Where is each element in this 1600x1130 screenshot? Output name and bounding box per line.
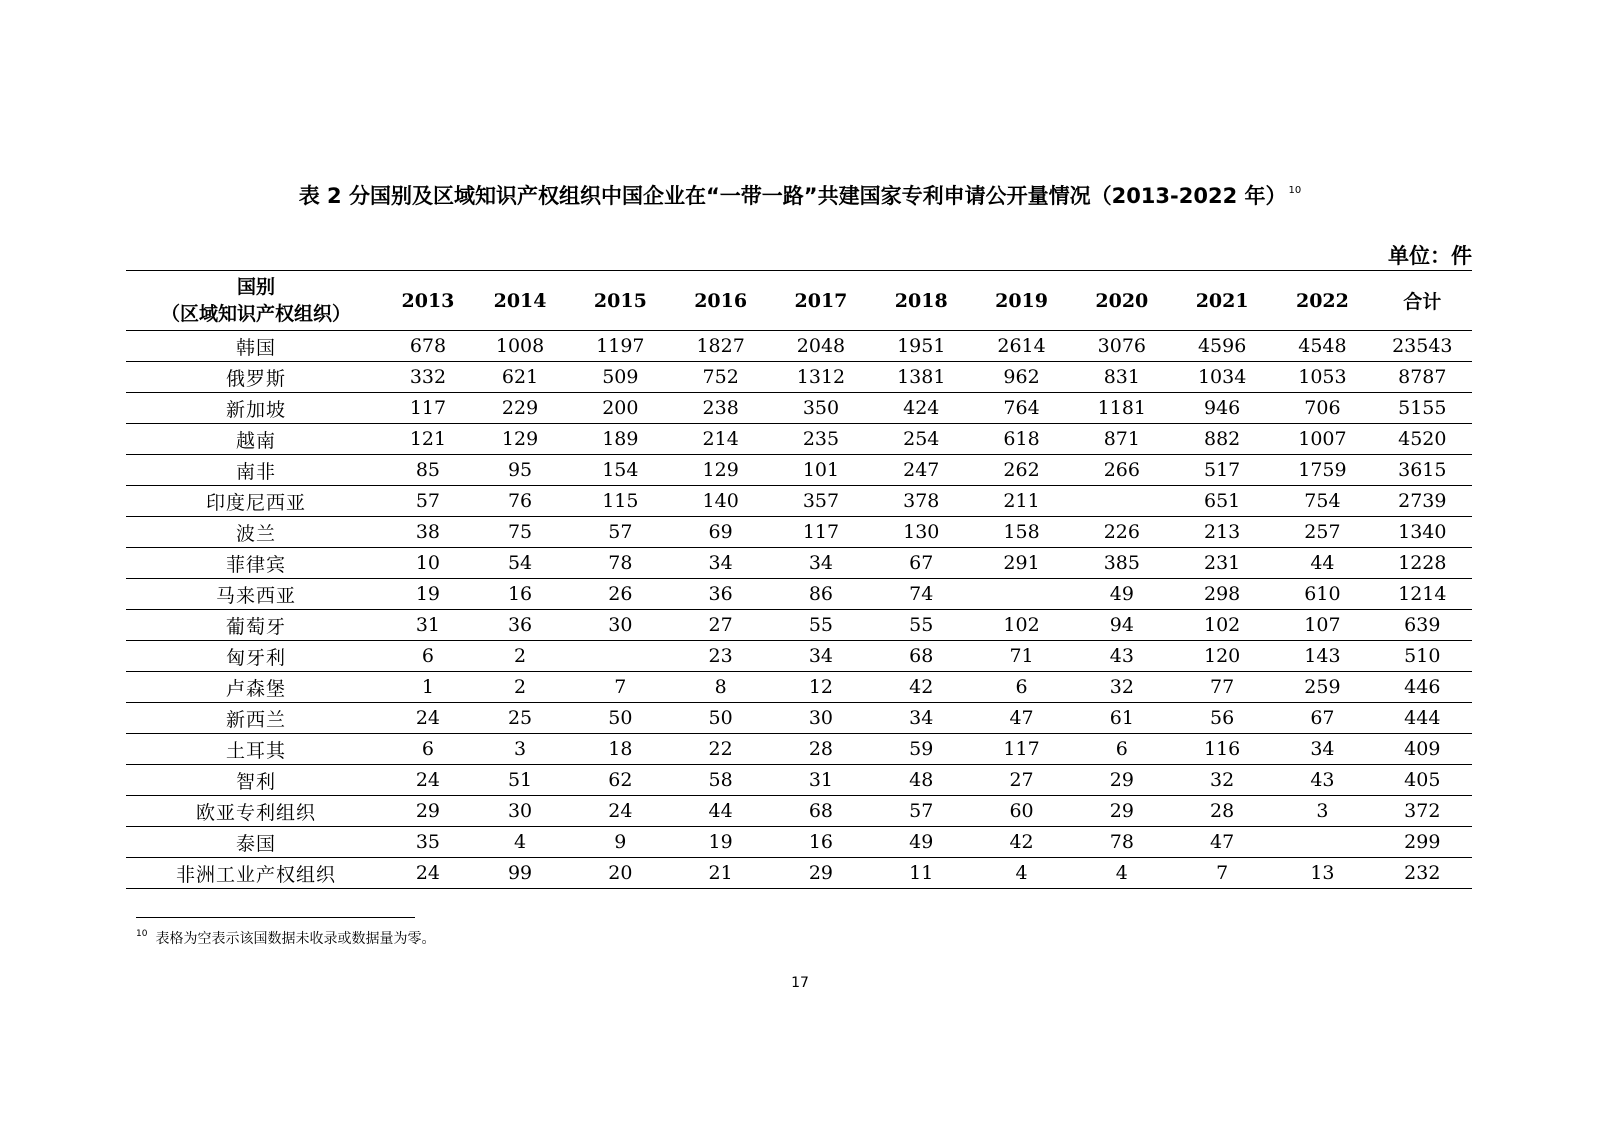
table-row: [126, 765, 1472, 796]
value-cell: 121: [386, 424, 470, 455]
value-cell: 24: [386, 703, 470, 734]
value-cell: 3: [470, 734, 570, 765]
value-cell: 50: [570, 703, 670, 734]
country-name-cell: 新西兰: [126, 703, 386, 734]
value-cell: 29: [771, 858, 871, 889]
value-cell: 94: [1072, 610, 1172, 641]
country-name-cell: 欧亚专利组织: [126, 796, 386, 827]
value-cell: 34: [671, 548, 771, 579]
value-cell: 16: [470, 579, 570, 610]
value-cell: 55: [871, 610, 971, 641]
value-cell: 60: [971, 796, 1071, 827]
table-row: [126, 517, 1472, 548]
value-cell: 962: [971, 362, 1071, 393]
total-cell: 1228: [1373, 548, 1472, 579]
country-name-cell: 匈牙利: [126, 641, 386, 672]
value-cell: 6: [386, 734, 470, 765]
value-cell: 6: [971, 672, 1071, 703]
value-cell: [971, 579, 1071, 610]
value-cell: 54: [470, 548, 570, 579]
footnote-text: 表格为空表示该国数据未收录或数据量为零。: [155, 931, 436, 947]
value-cell: 385: [1072, 548, 1172, 579]
value-cell: 6: [1072, 734, 1172, 765]
country-name-cell: 土耳其: [126, 734, 386, 765]
table-row: [126, 827, 1472, 858]
value-cell: 21: [671, 858, 771, 889]
unit-label: 单位：件: [1388, 244, 1472, 268]
value-cell: 247: [871, 455, 971, 486]
value-cell: 58: [671, 765, 771, 796]
value-cell: 618: [971, 424, 1071, 455]
country-name-cell: 菲律宾: [126, 548, 386, 579]
value-cell: 4: [470, 827, 570, 858]
value-cell: 24: [386, 765, 470, 796]
value-cell: 57: [570, 517, 670, 548]
value-cell: 189: [570, 424, 670, 455]
value-cell: 1053: [1272, 362, 1372, 393]
value-cell: 102: [1172, 610, 1272, 641]
value-cell: 44: [671, 796, 771, 827]
value-cell: 291: [971, 548, 1071, 579]
value-cell: 34: [1272, 734, 1372, 765]
value-cell: 29: [386, 796, 470, 827]
country-header-line2: （区域知识产权组织）: [160, 302, 351, 325]
total-column-header: 合计: [1373, 271, 1472, 331]
table-row: [126, 641, 1472, 672]
value-cell: 7: [570, 672, 670, 703]
country-name-cell: 葡萄牙: [126, 610, 386, 641]
value-cell: 871: [1072, 424, 1172, 455]
value-cell: 424: [871, 393, 971, 424]
footnote-reference: 10: [1288, 185, 1302, 196]
total-cell: 4520: [1373, 424, 1472, 455]
value-cell: [1072, 486, 1172, 517]
value-cell: 262: [971, 455, 1071, 486]
total-cell: 446: [1373, 672, 1472, 703]
value-cell: 2: [470, 641, 570, 672]
value-cell: 882: [1172, 424, 1272, 455]
value-cell: 47: [971, 703, 1071, 734]
value-cell: 1: [386, 672, 470, 703]
value-cell: 517: [1172, 455, 1272, 486]
value-cell: 42: [971, 827, 1071, 858]
value-cell: 30: [570, 610, 670, 641]
value-cell: 1827: [671, 331, 771, 362]
country-name-cell: 马来西亚: [126, 579, 386, 610]
value-cell: 27: [671, 610, 771, 641]
value-cell: 1034: [1172, 362, 1272, 393]
value-cell: 67: [1272, 703, 1372, 734]
value-cell: 12: [771, 672, 871, 703]
value-cell: 67: [871, 548, 971, 579]
value-cell: 116: [1172, 734, 1272, 765]
value-cell: 49: [871, 827, 971, 858]
value-cell: 1951: [871, 331, 971, 362]
value-cell: 19: [386, 579, 470, 610]
table-body: [126, 331, 1472, 889]
value-cell: 10: [386, 548, 470, 579]
value-cell: 1381: [871, 362, 971, 393]
table-row: [126, 331, 1472, 362]
value-cell: 3: [1272, 796, 1372, 827]
total-cell: 372: [1373, 796, 1472, 827]
value-cell: 1312: [771, 362, 871, 393]
value-cell: 69: [671, 517, 771, 548]
value-cell: 831: [1072, 362, 1172, 393]
table-row: [126, 858, 1472, 889]
value-cell: 38: [386, 517, 470, 548]
value-cell: [570, 641, 670, 672]
total-cell: 299: [1373, 827, 1472, 858]
value-cell: 678: [386, 331, 470, 362]
value-cell: 154: [570, 455, 670, 486]
value-cell: 48: [871, 765, 971, 796]
value-cell: 509: [570, 362, 670, 393]
country-name-cell: 非洲工业产权组织: [126, 858, 386, 889]
value-cell: 29: [1072, 765, 1172, 796]
total-cell: 23543: [1373, 331, 1472, 362]
country-name-cell: 越南: [126, 424, 386, 455]
value-cell: 350: [771, 393, 871, 424]
value-cell: 257: [1272, 517, 1372, 548]
total-cell: 409: [1373, 734, 1472, 765]
value-cell: 1759: [1272, 455, 1372, 486]
value-cell: 36: [671, 579, 771, 610]
table-row: [126, 455, 1472, 486]
value-cell: 26: [570, 579, 670, 610]
table-row: [126, 796, 1472, 827]
value-cell: 95: [470, 455, 570, 486]
year-column-header: 2017: [771, 271, 871, 331]
value-cell: 158: [971, 517, 1071, 548]
value-cell: 32: [1072, 672, 1172, 703]
country-name-cell: 波兰: [126, 517, 386, 548]
country-name-cell: 新加坡: [126, 393, 386, 424]
value-cell: 57: [386, 486, 470, 517]
value-cell: 298: [1172, 579, 1272, 610]
year-column-header: 2013: [386, 271, 470, 331]
table-title-text: 表 2 分国别及区域知识产权组织中国企业在“一带一路”共建国家专利申请公开量情况（2013-2022 年）: [298, 184, 1287, 208]
value-cell: 76: [470, 486, 570, 517]
value-cell: 71: [971, 641, 1071, 672]
value-cell: 140: [671, 486, 771, 517]
value-cell: 30: [470, 796, 570, 827]
value-cell: 107: [1272, 610, 1372, 641]
value-cell: 62: [570, 765, 670, 796]
value-cell: 764: [971, 393, 1071, 424]
year-column-header: 2019: [971, 271, 1071, 331]
value-cell: 2: [470, 672, 570, 703]
year-column-header: 2022: [1272, 271, 1372, 331]
value-cell: 32: [1172, 765, 1272, 796]
table-row: [126, 393, 1472, 424]
footnote-number: 10: [136, 929, 148, 939]
year-column-header: 2015: [570, 271, 670, 331]
country-name-cell: 俄罗斯: [126, 362, 386, 393]
value-cell: 2048: [771, 331, 871, 362]
value-cell: 25: [470, 703, 570, 734]
table-row: [126, 486, 1472, 517]
value-cell: 16: [771, 827, 871, 858]
value-cell: 34: [871, 703, 971, 734]
value-cell: 4: [971, 858, 1071, 889]
value-cell: 238: [671, 393, 771, 424]
value-cell: [1272, 827, 1372, 858]
year-column-header: 2021: [1172, 271, 1272, 331]
table-row: [126, 548, 1472, 579]
value-cell: 23: [671, 641, 771, 672]
value-cell: 9: [570, 827, 670, 858]
value-cell: 19: [671, 827, 771, 858]
value-cell: 11: [871, 858, 971, 889]
value-cell: 8: [671, 672, 771, 703]
value-cell: 3076: [1072, 331, 1172, 362]
value-cell: 49: [1072, 579, 1172, 610]
value-cell: 102: [971, 610, 1071, 641]
value-cell: 4596: [1172, 331, 1272, 362]
value-cell: 143: [1272, 641, 1372, 672]
value-cell: 31: [771, 765, 871, 796]
value-cell: 752: [671, 362, 771, 393]
value-cell: 651: [1172, 486, 1272, 517]
value-cell: 621: [470, 362, 570, 393]
value-cell: 18: [570, 734, 670, 765]
value-cell: 129: [671, 455, 771, 486]
table-row: [126, 672, 1472, 703]
value-cell: 56: [1172, 703, 1272, 734]
value-cell: 68: [871, 641, 971, 672]
value-cell: 36: [470, 610, 570, 641]
value-cell: 47: [1172, 827, 1272, 858]
value-cell: 610: [1272, 579, 1372, 610]
table-row: [126, 734, 1472, 765]
value-cell: 259: [1272, 672, 1372, 703]
value-cell: 27: [971, 765, 1071, 796]
value-cell: 115: [570, 486, 670, 517]
value-cell: 68: [771, 796, 871, 827]
total-cell: 8787: [1373, 362, 1472, 393]
country-name-cell: 印度尼西亚: [126, 486, 386, 517]
table-row: [126, 424, 1472, 455]
value-cell: 1197: [570, 331, 670, 362]
value-cell: 946: [1172, 393, 1272, 424]
value-cell: 254: [871, 424, 971, 455]
table-row: [126, 703, 1472, 734]
value-cell: 44: [1272, 548, 1372, 579]
value-cell: 20: [570, 858, 670, 889]
table-header-row: [126, 271, 1472, 331]
total-cell: 2739: [1373, 486, 1472, 517]
value-cell: 706: [1272, 393, 1372, 424]
value-cell: 235: [771, 424, 871, 455]
value-cell: 129: [470, 424, 570, 455]
footnote: [136, 928, 435, 948]
value-cell: 99: [470, 858, 570, 889]
value-cell: 200: [570, 393, 670, 424]
value-cell: 266: [1072, 455, 1172, 486]
footnote-divider: [136, 917, 415, 918]
value-cell: 61: [1072, 703, 1172, 734]
value-cell: 50: [671, 703, 771, 734]
value-cell: 24: [386, 858, 470, 889]
total-cell: 3615: [1373, 455, 1472, 486]
value-cell: 117: [386, 393, 470, 424]
value-cell: 1008: [470, 331, 570, 362]
value-cell: 34: [771, 548, 871, 579]
year-column-header: 2018: [871, 271, 971, 331]
value-cell: 1181: [1072, 393, 1172, 424]
total-cell: 444: [1373, 703, 1472, 734]
year-column-header: 2014: [470, 271, 570, 331]
value-cell: 30: [771, 703, 871, 734]
value-cell: 213: [1172, 517, 1272, 548]
country-name-cell: 泰国: [126, 827, 386, 858]
value-cell: 42: [871, 672, 971, 703]
value-cell: 34: [771, 641, 871, 672]
value-cell: 51: [470, 765, 570, 796]
country-name-cell: 南非: [126, 455, 386, 486]
value-cell: 211: [971, 486, 1071, 517]
value-cell: 24: [570, 796, 670, 827]
value-cell: 13: [1272, 858, 1372, 889]
value-cell: 78: [1072, 827, 1172, 858]
page-number: 17: [791, 975, 809, 991]
value-cell: 117: [771, 517, 871, 548]
total-cell: 405: [1373, 765, 1472, 796]
total-cell: 232: [1373, 858, 1472, 889]
table-row: [126, 579, 1472, 610]
value-cell: 28: [1172, 796, 1272, 827]
total-cell: 639: [1373, 610, 1472, 641]
value-cell: 332: [386, 362, 470, 393]
table-row: [126, 610, 1472, 641]
patent-table: [126, 270, 1472, 889]
total-cell: 510: [1373, 641, 1472, 672]
total-cell: 5155: [1373, 393, 1472, 424]
year-column-header: 2016: [671, 271, 771, 331]
value-cell: 35: [386, 827, 470, 858]
value-cell: 4548: [1272, 331, 1372, 362]
value-cell: 43: [1072, 641, 1172, 672]
value-cell: 4: [1072, 858, 1172, 889]
value-cell: 101: [771, 455, 871, 486]
value-cell: 22: [671, 734, 771, 765]
value-cell: 2614: [971, 331, 1071, 362]
country-name-cell: 卢森堡: [126, 672, 386, 703]
value-cell: 77: [1172, 672, 1272, 703]
value-cell: 74: [871, 579, 971, 610]
value-cell: 754: [1272, 486, 1372, 517]
value-cell: 75: [470, 517, 570, 548]
value-cell: 43: [1272, 765, 1372, 796]
total-cell: 1214: [1373, 579, 1472, 610]
value-cell: 214: [671, 424, 771, 455]
value-cell: 229: [470, 393, 570, 424]
value-cell: 78: [570, 548, 670, 579]
country-name-cell: 韩国: [126, 331, 386, 362]
value-cell: 55: [771, 610, 871, 641]
value-cell: 226: [1072, 517, 1172, 548]
value-cell: 28: [771, 734, 871, 765]
value-cell: 57: [871, 796, 971, 827]
value-cell: 231: [1172, 548, 1272, 579]
country-header-line1: 国别: [236, 275, 275, 298]
value-cell: 86: [771, 579, 871, 610]
value-cell: 378: [871, 486, 971, 517]
value-cell: 85: [386, 455, 470, 486]
value-cell: 117: [971, 734, 1071, 765]
value-cell: 130: [871, 517, 971, 548]
value-cell: 29: [1072, 796, 1172, 827]
value-cell: 31: [386, 610, 470, 641]
value-cell: 59: [871, 734, 971, 765]
value-cell: 6: [386, 641, 470, 672]
value-cell: 1007: [1272, 424, 1372, 455]
year-column-header: 2020: [1072, 271, 1172, 331]
table-row: [126, 362, 1472, 393]
country-column-header: [126, 271, 386, 331]
value-cell: 7: [1172, 858, 1272, 889]
value-cell: 120: [1172, 641, 1272, 672]
total-cell: 1340: [1373, 517, 1472, 548]
table-title: [0, 180, 1600, 210]
country-name-cell: 智利: [126, 765, 386, 796]
value-cell: 357: [771, 486, 871, 517]
